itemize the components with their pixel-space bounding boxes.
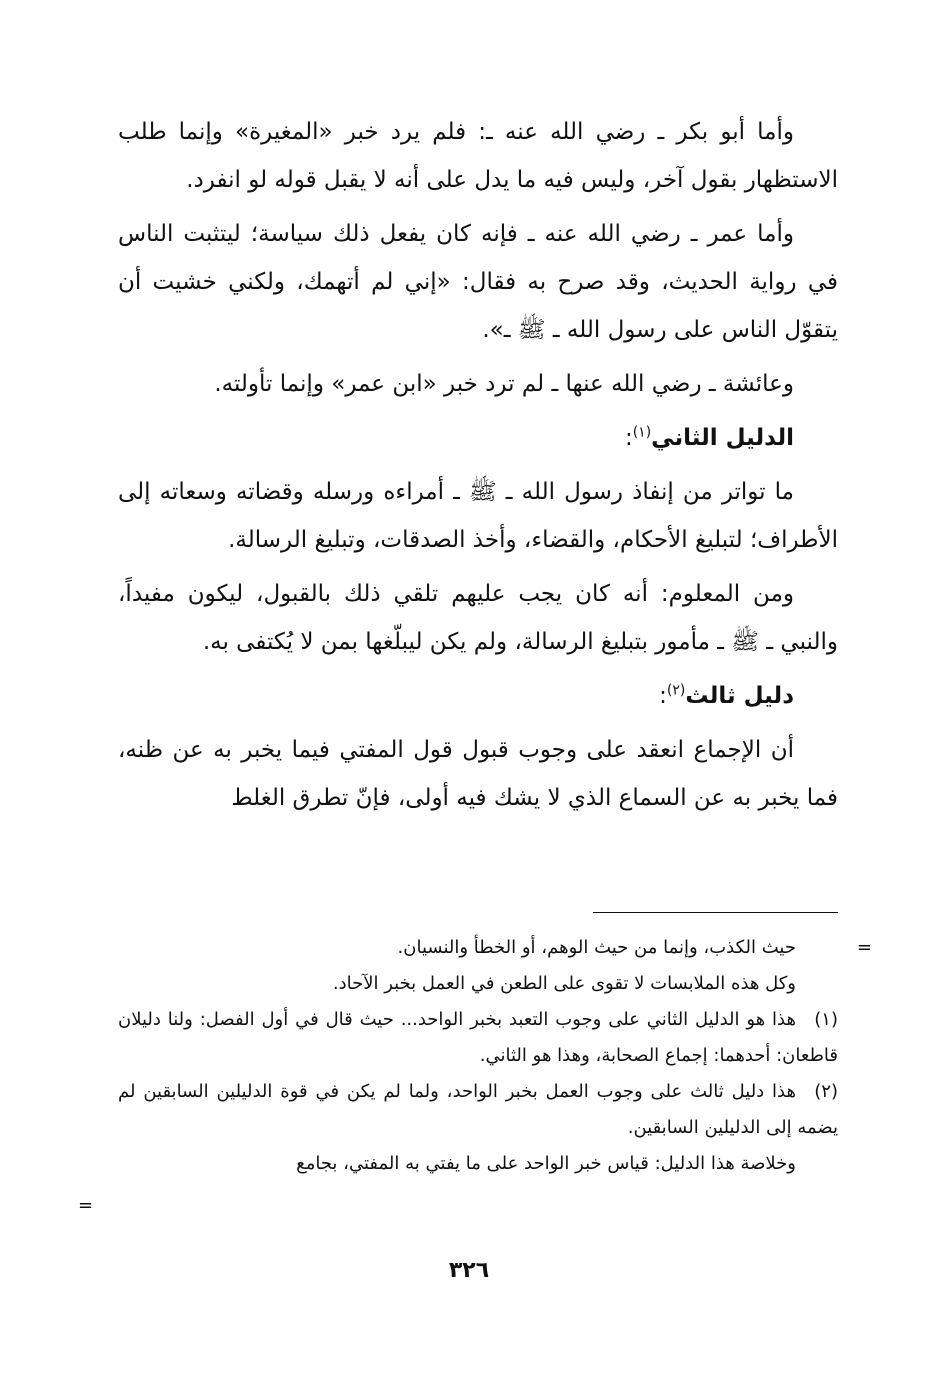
footnotes — [118, 930, 838, 1182]
footnote-continued-line-2: وكل هذه الملابسات لا تقوى على الطعن في العمل بخبر الآحاد. — [332, 973, 796, 994]
footnote-ref-1: (١) — [632, 424, 652, 441]
footnote-number-1: (١) — [814, 1009, 838, 1030]
paragraph-known: ومن المعلوم: أنه كان يجب عليهم تلقي ذلك بالقبول، ليكون مفيداً، والنبي ـ ﷺ ـ مأمور بتبليغ الرسالة، ولم يكن ليبلّغها بمن لا يُكتفى به. — [118, 581, 838, 655]
footnote-continuation-marker: = — [856, 937, 872, 958]
paragraph-consensus: أن الإجماع انعقد على وجوب قبول قول المفتي فيما يخبر به عن ظنه، فما يخبر به عن السماع الذي لا يشك فيه أولى، فإنّ تطرق الغلط — [118, 737, 838, 811]
heading-third-evidence: دليل ثالث$^{(٢)}$: — [659, 682, 794, 709]
footnote-1: (١)هذا هو الدليل الثاني على وجوب التعبد بخبر الواحد... حيث قال في أول الفصل: ولنا دليلان قاطعان: أحدهما: إجماع الصحابة، وهذا هو الثاني. — [118, 1002, 838, 1074]
footnote-continued-line-1: حيث الكذب، وإنما من حيث الوهم، أو الخطأ والنسيان. — [397, 937, 796, 958]
footnote-number-2: (٢) — [814, 1081, 838, 1102]
page-number: ٣٢٦ — [448, 1258, 490, 1283]
footnote-2-summary: وخلاصة هذا الدليل: قياس خبر الواحد على ما يفتي به المفتي، بجامع — [296, 1153, 796, 1174]
footnote-separator — [593, 912, 838, 913]
paragraph-umar: وأما عمر ـ رضي الله عنه ـ فإنه كان يفعل ذلك سياسة؛ ليتثبت الناس في رواية الحديث، وقد صرح به فقال: «إني لم أتهمك، ولكني خشيت أن يتقوّل الناس على رسول الله ـ ﷺ ـ». — [118, 221, 838, 343]
main-text-body — [118, 108, 838, 828]
footnote-ref-2: (٢) — [666, 682, 686, 699]
footnote-2: (٢)هذا دليل ثالث على وجوب العمل بخبر الواحد، ولما لم يكن في قوة الدليلين السابقين لم يضمه إلى الدليلين السابقين. — [118, 1074, 838, 1146]
heading-second-evidence: الدليل الثاني$^{(١)}$: — [624, 424, 794, 451]
paragraph-messengers: ما تواتر من إنفاذ رسول الله ـ ﷺ ـ أمراءه ورسله وقضاته وسعاته إلى الأطراف؛ لتبليغ الأحكام، والقضاء، وأخذ الصدقات، وتبليغ الرسالة. — [118, 479, 838, 553]
paragraph-abu-bakr: وأما أبو بكر ـ رضي الله عنه ـ: فلم يرد خبر «المغيرة» وإنما طلب الاستظهار بقول آخر، وليس فيه ما يدل على أنه لا يقبل قوله لو انفرد. — [118, 119, 838, 193]
footnote-end-marker: = — [78, 1195, 94, 1216]
paragraph-aisha: وعائشة ـ رضي الله عنها ـ لم ترد خبر «ابن عمر» وإنما تأولته. — [214, 371, 794, 397]
